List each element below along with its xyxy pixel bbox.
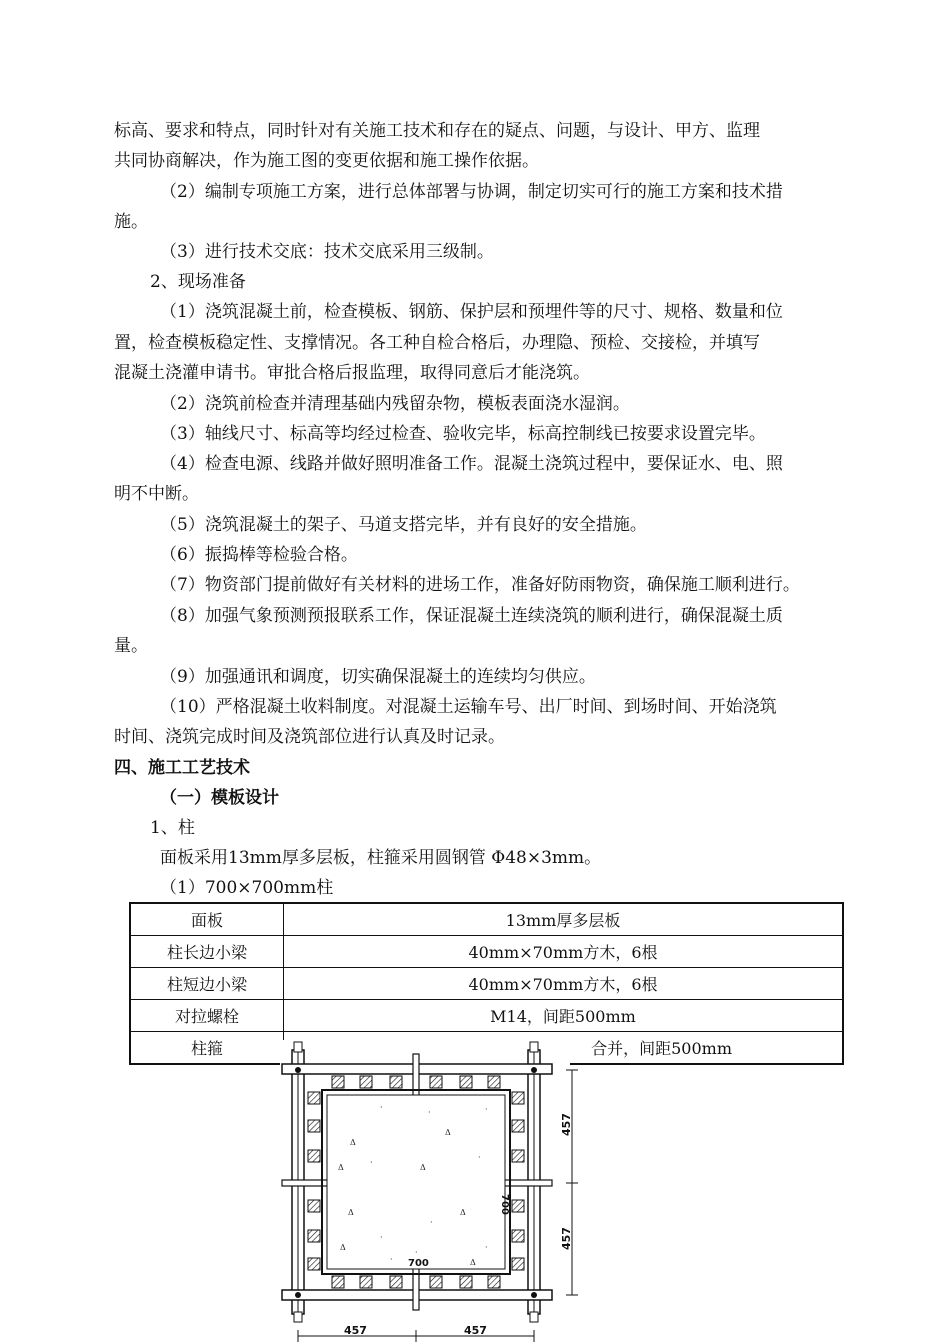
- paragraph-line: （1）浇筑混凝土前，检查模板、钢筋、保护层和预埋件等的尺寸、规格、数量和位: [160, 302, 783, 322]
- paragraph-line: （9）加强通讯和调度，切实确保混凝土的连续均匀供应。: [160, 667, 596, 687]
- paragraph-line: 明不中断。: [114, 484, 199, 504]
- dimension-label: 457: [464, 1324, 487, 1337]
- table-cell-label: 柱箍: [130, 1032, 284, 1065]
- table-cell-label: 柱短边小梁: [130, 968, 284, 1000]
- dimension-label: 457: [344, 1324, 367, 1337]
- paragraph-line: 面板采用13mm厚多层板，柱箍采用圆钢管 Φ48×3mm。: [160, 848, 602, 868]
- paragraph-line: （3）进行技术交底：技术交底采用三级制。: [160, 242, 494, 262]
- paragraph-line: （4）检查电源、线路并做好照明准备工作。混凝土浇筑过程中，要保证水、电、照: [160, 454, 783, 474]
- svg-text:Δ: Δ: [420, 1163, 426, 1172]
- paragraph-line: 时间、浇筑完成时间及浇筑部位进行认真及时记录。: [114, 727, 505, 747]
- dimension-label: 457: [560, 1227, 573, 1250]
- paragraph-line: 混凝土浇灌申请书。审批合格后报监理，取得同意后才能浇筑。: [114, 363, 590, 383]
- dimension-label: 700: [408, 1258, 429, 1269]
- svg-text:·: ·: [430, 1218, 433, 1227]
- paragraph-line: （2）编制专项施工方案，进行总体部署与协调，制定切实可行的施工方案和技术措: [160, 182, 783, 202]
- column-formwork-drawing: [270, 1040, 590, 1344]
- section-title: 2、现场准备: [150, 272, 246, 292]
- svg-text:Δ: Δ: [340, 1243, 346, 1252]
- item-heading: 1、柱: [150, 818, 195, 838]
- paragraph-line: （2）浇筑前检查并清理基础内残留杂物，模板表面浇水湿润。: [160, 394, 630, 414]
- table-cell-label: 柱长边小梁: [130, 936, 284, 968]
- paragraph-line: （8）加强气象预测预报联系工作，保证混凝土连续浇筑的顺利进行，确保混凝土质: [160, 606, 783, 626]
- subsection-heading: （一）模板设计: [160, 788, 279, 808]
- table-cell-value: 13mm厚多层板: [284, 903, 844, 936]
- table-row: [130, 968, 843, 1000]
- table-cell-value: M14，间距500mm: [284, 1000, 844, 1032]
- svg-text:Δ: Δ: [350, 1138, 356, 1147]
- svg-text:·: ·: [485, 1243, 488, 1252]
- svg-text:·: ·: [415, 1248, 418, 1257]
- svg-text:Δ: Δ: [348, 1208, 354, 1217]
- svg-text:Δ: Δ: [445, 1128, 451, 1137]
- table-row: [130, 1000, 843, 1032]
- table-row: [130, 903, 843, 936]
- paragraph-line: 置，检查模板稳定性、支撑情况。各工种自检合格后，办理隐、预检、交接检，并填写: [114, 333, 760, 353]
- svg-text:·: ·: [390, 1255, 393, 1264]
- paragraph-line: 施。: [114, 212, 148, 232]
- table-row: [130, 936, 843, 968]
- table-cell-label: 面板: [130, 903, 284, 936]
- dimension-label: 457: [560, 1113, 573, 1136]
- svg-text:Δ: Δ: [338, 1163, 344, 1172]
- table-cell-value: 40mm×70mm方木，6根: [284, 968, 844, 1000]
- paragraph-line: 共同协商解决，作为施工图的变更依据和施工操作依据。: [114, 151, 539, 171]
- concrete-section: [327, 1095, 505, 1269]
- svg-text:·: ·: [485, 1105, 488, 1114]
- chapter-heading: 四、施工工艺技术: [114, 758, 250, 778]
- paragraph-line: 量。: [114, 636, 148, 656]
- table-cell-value: 40mm×70mm方木，6根: [284, 936, 844, 968]
- paragraph-line: （5）浇筑混凝土的架子、马道支搭完毕，并有良好的安全措施。: [160, 515, 647, 535]
- paragraph-line: （10）严格混凝土收料制度。对混凝土运输车号、出厂时间、到场时间、开始浇筑: [160, 697, 777, 717]
- svg-text:Δ: Δ: [470, 1258, 476, 1267]
- dimension-label: 700: [499, 1194, 510, 1215]
- paragraph-line: （1）700×700mm柱: [160, 878, 334, 898]
- svg-text:·: ·: [380, 1103, 383, 1112]
- table-cell-label: 对拉螺栓: [130, 1000, 284, 1032]
- table-cell-value: 合并，间距500mm: [284, 1032, 844, 1065]
- paragraph-line: 标高、要求和特点，同时针对有关施工技术和存在的疑点、问题，与设计、甲方、监理: [114, 121, 760, 141]
- paragraph-line: （7）物资部门提前做好有关材料的进场工作，准备好防雨物资，确保施工顺利进行。: [160, 575, 800, 595]
- svg-text:·: ·: [428, 1108, 431, 1117]
- paragraph-line: （3）轴线尺寸、标高等均经过检查、验收完毕，标高控制线已按要求设置完毕。: [160, 424, 766, 444]
- svg-text:·: ·: [478, 1153, 481, 1162]
- svg-text:Δ: Δ: [460, 1208, 466, 1217]
- paragraph-line: （6）振捣棒等检验合格。: [160, 545, 358, 565]
- svg-text:·: ·: [380, 1233, 383, 1242]
- svg-text:·: ·: [370, 1158, 373, 1167]
